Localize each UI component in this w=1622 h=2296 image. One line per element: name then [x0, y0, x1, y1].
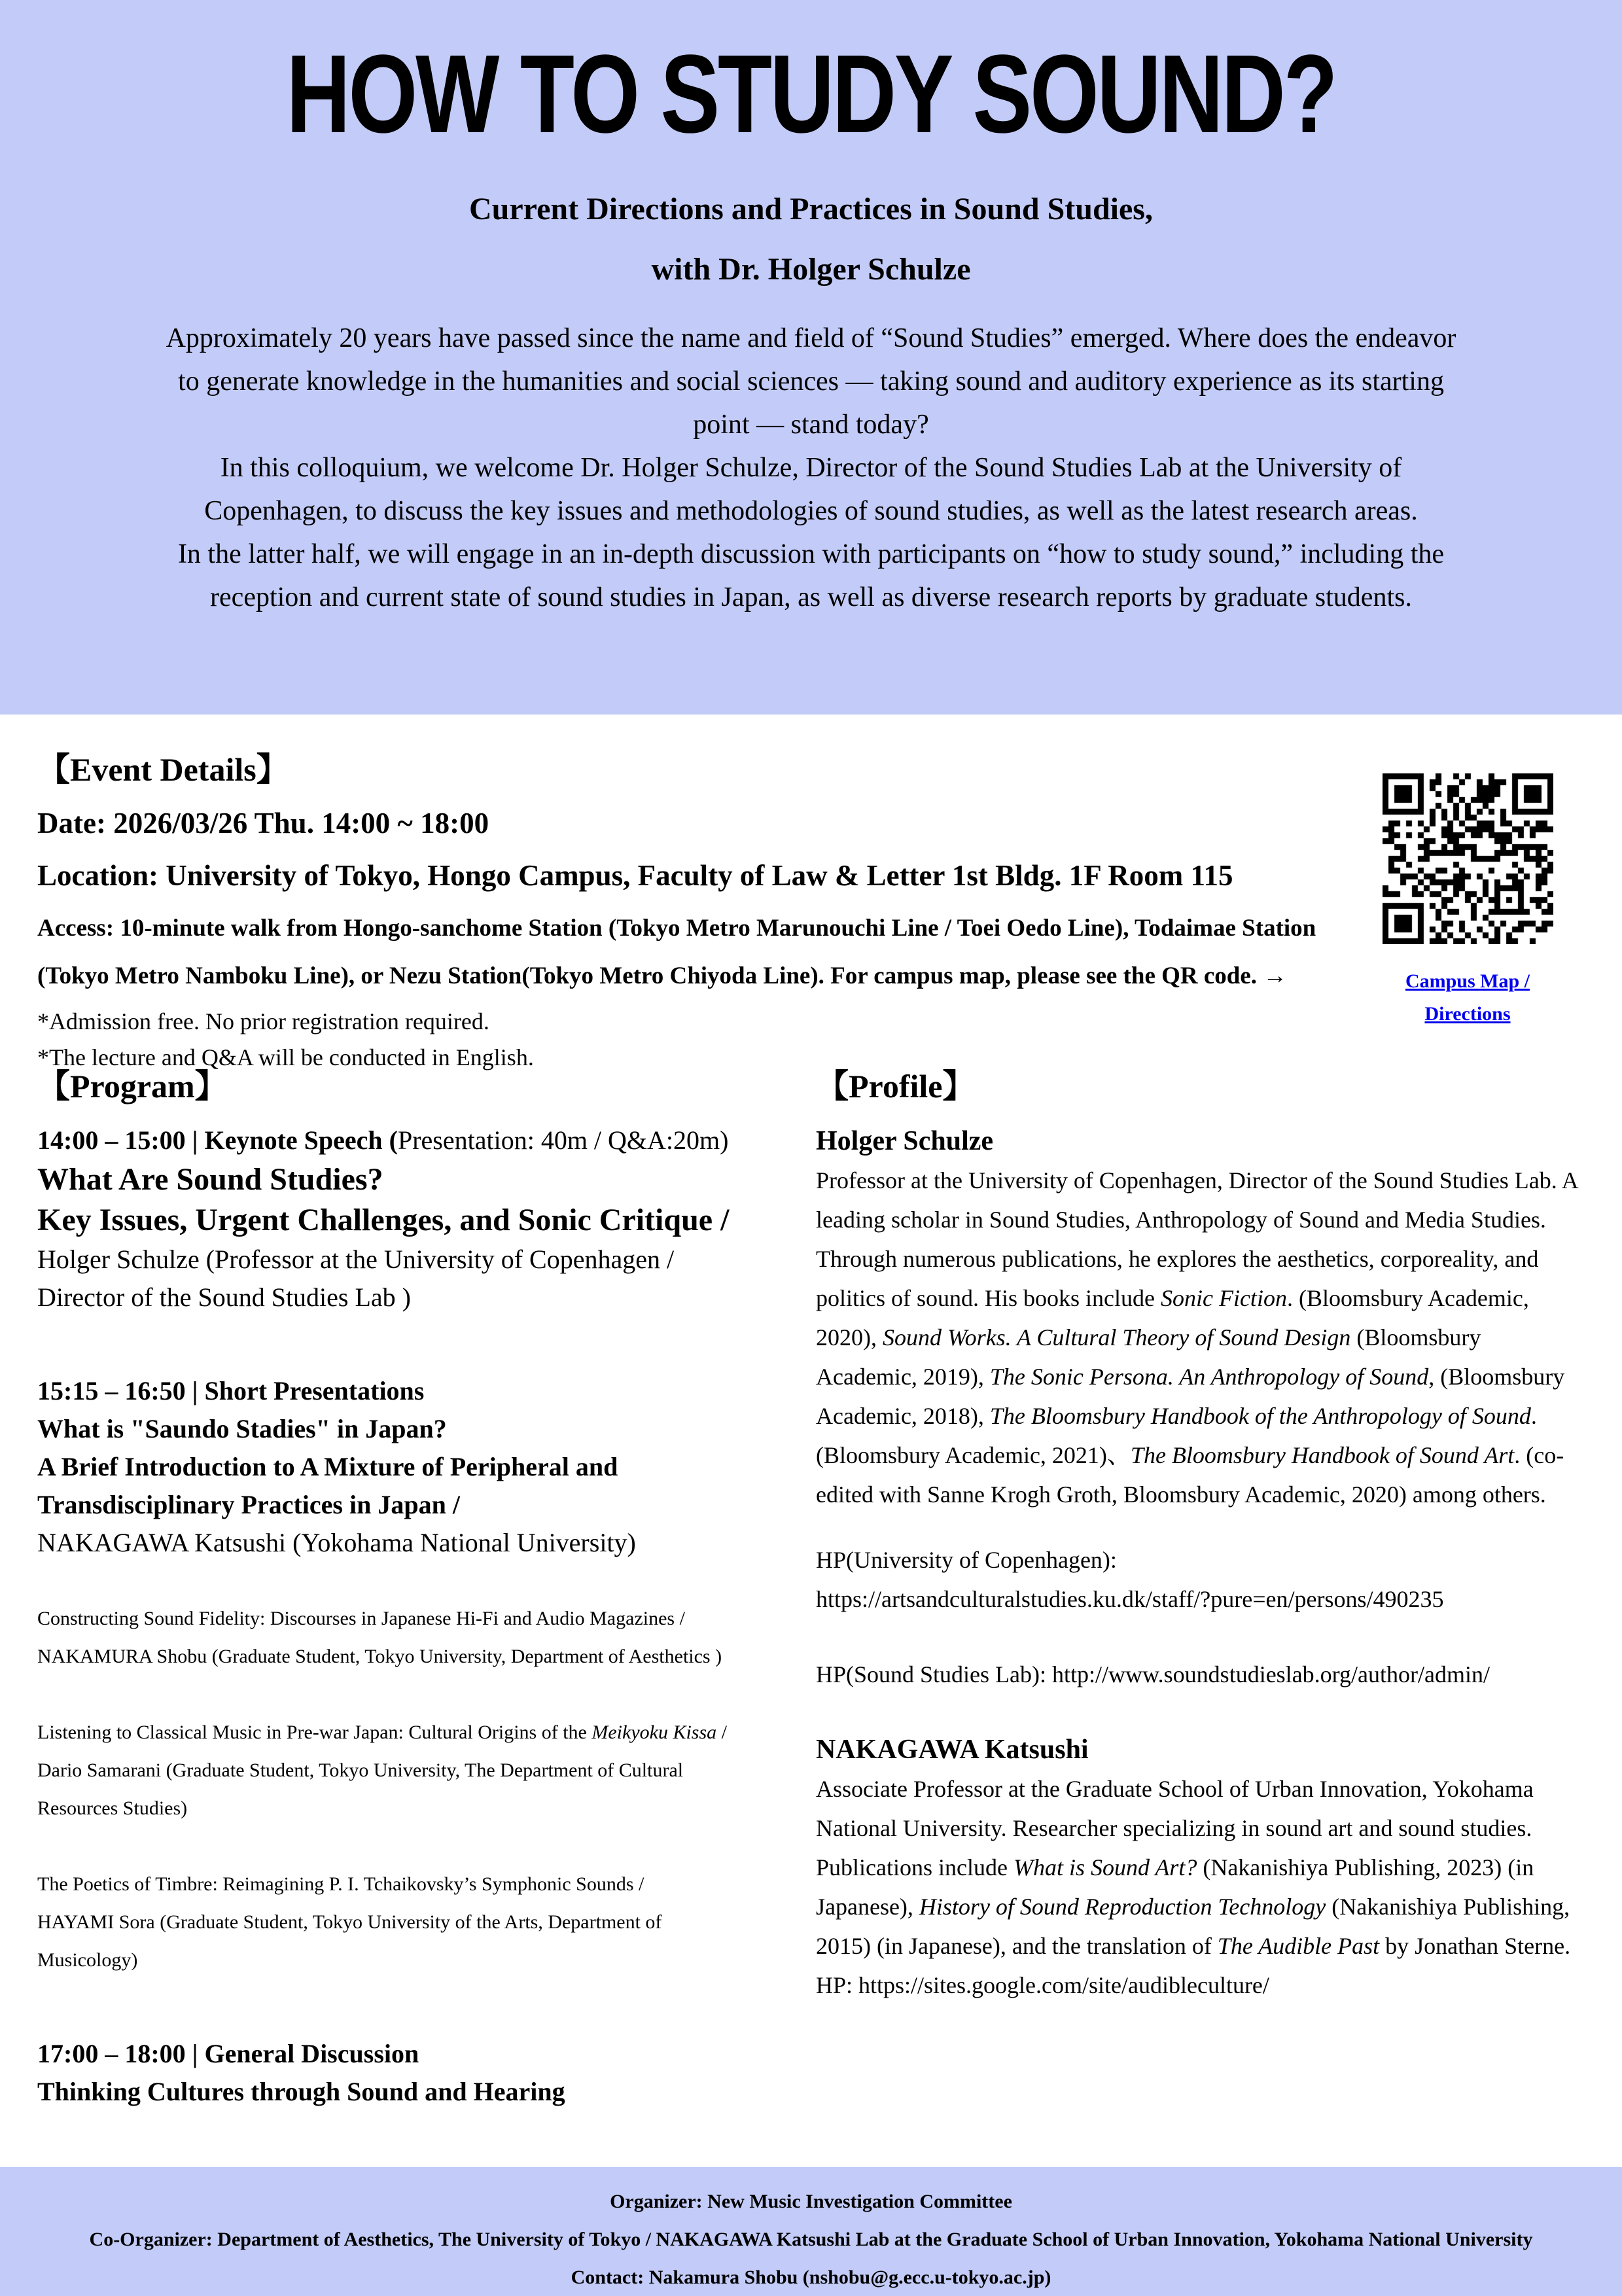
text-line — [0, 179, 1622, 239]
profile-heading: 【Profile】 — [816, 1068, 976, 1104]
text-segment: . (co-edited with Sanne Krogh Groth, Bloomsbury Academic, 2020) among others. — [816, 1442, 1564, 1508]
text-line — [0, 446, 1622, 489]
text-segment: HAYAMI Sora (Graduate Student, Tokyo University of the Arts, Department of — [37, 1911, 662, 1933]
text-line — [37, 1241, 800, 1279]
text-segment: / — [716, 1722, 727, 1743]
text-segment: Holger Schulze (Professor at the University of Copenhagen / — [37, 1245, 675, 1274]
text-segment: What is "Saundo Stadies" in Japan? — [37, 1414, 447, 1443]
event-location: Location: University of Tokyo, Hongo Campus, Faculty of Law & Letter 1st Bldg. 1F Room 115 — [37, 859, 1233, 892]
event-notes — [37, 1004, 1585, 1076]
text-segment: In the latter half, we will engage in an in-depth discussion with participants on “how to study sound,” including the — [177, 539, 1445, 569]
text-segment: . (Bloomsbury Academic, 2020), — [816, 1285, 1529, 1351]
text-segment: The Bloomsbury Handbook of Sound Art — [1130, 1442, 1515, 1468]
text-segment: by Jonathan Sterne. — [1379, 1933, 1571, 1959]
text-line — [0, 533, 1622, 576]
text-line — [816, 1540, 1585, 1580]
text-segment: , (Bloomsbury Academic, 2018), — [816, 1364, 1565, 1429]
text-line — [0, 403, 1622, 446]
text-segment: NAKAGAWA Katsushi (Yokohama National University) — [37, 1528, 636, 1557]
text-segment: .(Bloomsbury Academic, 2021)、 — [816, 1403, 1537, 1468]
text-segment: The Audible Past — [1217, 1933, 1380, 1959]
text-segment: Constructing Sound Fidelity: Discourses in Japanese Hi-Fi and Audio Magazines / — [37, 1608, 685, 1629]
text-line — [0, 2183, 1622, 2221]
text-segment: Musicology) — [37, 1949, 138, 1971]
qr-block — [1378, 773, 1557, 1031]
text-segment: The Sonic Persona. An Anthropology of Sound — [989, 1364, 1429, 1390]
main-columns — [37, 1067, 1585, 2111]
text-segment: Professor at the University of Copenhagen, Director of the Sound Studies Lab. A leading scholar in Sound Studies, Anthropology of Sound and Media Studies. Through numerous publications, he explores the aesthetics, corporeality, and politics of sound. His books include — [816, 1167, 1578, 1311]
text-segment: with Dr. Holger Schulze — [651, 252, 971, 287]
text-line — [816, 1580, 1585, 1619]
text-segment: (Bloomsbury Academic, 2019), — [816, 1324, 1481, 1390]
text-line — [37, 1122, 800, 1159]
text-line — [0, 239, 1622, 300]
text-segment: to generate knowledge in the humanities and social sciences — taking sound and auditory experience as its starting — [178, 366, 1444, 397]
text-line — [37, 1004, 1585, 1040]
text-line — [37, 1448, 800, 1486]
text-segment[interactable]: Directions — [1424, 1003, 1511, 1025]
text-segment: 15:15 – 16:50 | Short Presentations — [37, 1376, 425, 1405]
text-line[interactable] — [1378, 965, 1557, 998]
event-access — [37, 904, 1585, 1000]
qr-code-icon — [1383, 773, 1553, 944]
text-line — [37, 1600, 800, 1638]
intro-paragraph — [0, 317, 1622, 619]
subtitle — [0, 179, 1622, 300]
text-line — [0, 489, 1622, 533]
text-line — [37, 1865, 800, 1903]
text-segment[interactable]: Campus Map / — [1405, 970, 1530, 992]
footer — [0, 2167, 1622, 2296]
text-line — [37, 1941, 800, 1979]
text-line — [37, 1486, 800, 1524]
text-line — [37, 2073, 800, 2111]
text-line — [0, 2221, 1622, 2259]
event-date: Date: 2026/03/26 Thu. 14:00 ~ 18:00 — [37, 807, 489, 839]
text-segment: Approximately 20 years have passed since the name and field of “Sound Studies” emerged. Where does the endeavor — [166, 323, 1456, 353]
text-line — [0, 576, 1622, 619]
profile-bio-schulze — [816, 1161, 1585, 1514]
text-segment: Current Directions and Practices in Sound Studies, — [469, 192, 1153, 226]
text-segment: (Tokyo Metro Namboku Line), or Nezu Station(Tokyo Metro Chiyoda Line). For campus map, please see the QR code. → — [37, 963, 1288, 989]
text-segment: Access: 10-minute walk from Hongo-sanchome Station (Tokyo Metro Marunouchi Line / Toei Oedo Line), Todaimae Station — [37, 915, 1316, 942]
text-segment: (Nakanishiya Publishing, 2015) (in Japanese), and the translation of — [816, 1894, 1570, 1959]
text-segment: *The lecture and Q&A will be conducted in English. — [37, 1044, 534, 1070]
text-segment: Sound Works. A Cultural Theory of Sound Design — [883, 1324, 1351, 1351]
text-segment: The Bloomsbury Handbook of the Anthropology of Sound — [989, 1403, 1531, 1429]
text-segment: NAKAMURA Shobu (Graduate Student, Tokyo University, Department of Aesthetics ) — [37, 1646, 722, 1667]
text-segment: point — stand today? — [693, 410, 929, 440]
text-segment: https://artsandculturalstudies.ku.dk/staff/?pure=en/persons/490235 — [816, 1586, 1444, 1612]
text-segment: reception and current state of sound studies in Japan, as well as diverse research reports by graduate students. — [210, 582, 1412, 612]
text-segment: 17:00 – 18:00 | General Discussion — [37, 2039, 419, 2068]
text-segment: Co-Organizer: Department of Aesthetics, The University of Tokyo / NAKAGAWA Katsushi Lab at the Graduate School of Urban Innovation, Yokohama National University — [89, 2229, 1533, 2250]
text-segment: Transdisciplinary Practices in Japan / — [37, 1490, 460, 1519]
text-segment: Copenhagen, to discuss the key issues and methodologies of sound studies, as well as the latest research areas. — [204, 496, 1418, 526]
program-heading: 【Program】 — [37, 1068, 228, 1104]
text-line — [0, 360, 1622, 403]
text-line — [37, 1903, 800, 1941]
text-segment: HP(University of Copenhagen): — [816, 1547, 1117, 1573]
text-segment: Sonic Fiction — [1160, 1285, 1287, 1311]
text-segment: Key Issues, Urgent Challenges, and Sonic Critique / — [37, 1203, 730, 1237]
text-segment: Thinking Cultures through Sound and Hearing — [37, 2077, 565, 2106]
hp-nakagawa: HP: https://sites.google.com/site/audibleculture/ — [816, 1972, 1269, 1998]
text-line — [37, 2035, 800, 2073]
text-segment: Resources Studies) — [37, 1797, 188, 1819]
text-segment: Director of the Sound Studies Lab ) — [37, 1282, 411, 1312]
text-line — [0, 2259, 1622, 2296]
profile-bio-nakagawa — [816, 1769, 1585, 1966]
text-segment: Contact: Nakamura Shobu (nshobu@g.ecc.u-tokyo.ac.jp) — [571, 2267, 1051, 2288]
text-segment: A Brief Introduction to A Mixture of Peripheral and — [37, 1452, 618, 1481]
text-segment: (Nakanishiya Publishing, 2023) (in Japanese), — [816, 1854, 1534, 1920]
text-line — [0, 317, 1622, 360]
page-title: HOW TO STUDY SOUND? — [286, 32, 1336, 156]
text-segment: Presentation: 40m / Q&A:20m) — [397, 1125, 729, 1155]
text-segment: Listening to Classical Music in Pre-war Japan: Cultural Origins of the — [37, 1722, 592, 1743]
text-line — [37, 1752, 800, 1790]
text-segment: 14:00 – 15:00 | Keynote Speech ( — [37, 1125, 398, 1155]
campus-map-link[interactable] — [1378, 965, 1557, 1031]
text-line — [37, 1372, 800, 1410]
hp-sound-studies-lab: HP(Sound Studies Lab): http://www.soundstudieslab.org/author/admin/ — [816, 1661, 1490, 1687]
text-line — [37, 1410, 800, 1448]
text-line — [37, 904, 1585, 952]
text-line — [37, 1714, 800, 1752]
program-lines — [37, 1122, 800, 2111]
program-section — [37, 1067, 800, 2111]
text-segment: What is Sound Art? — [1013, 1854, 1197, 1881]
profile-name-nakagawa: NAKAGAWA Katsushi — [816, 1735, 1089, 1765]
text-line — [37, 1279, 800, 1316]
text-segment: Meikyoku Kissa — [591, 1722, 717, 1743]
text-segment: Associate Professor at the Graduate School of Urban Innovation, Yokohama National University. Researcher specializing in sound art and sound studies. Publications include — [816, 1776, 1534, 1881]
text-line — [37, 1159, 800, 1200]
text-line — [37, 1200, 800, 1241]
profile-name-schulze: Holger Schulze — [816, 1126, 994, 1156]
text-line — [37, 952, 1585, 1000]
text-segment: What Are Sound Studies? — [37, 1162, 383, 1197]
event-details-heading: 【Event Details】 — [37, 751, 289, 788]
text-segment: Organizer: New Music Investigation Committee — [610, 2191, 1012, 2212]
text-line — [37, 1790, 800, 1828]
text-segment: *Admission free. No prior registration required. — [37, 1008, 489, 1034]
text-line — [37, 1638, 800, 1676]
hp-copenhagen — [816, 1540, 1585, 1619]
profile-section — [816, 1067, 1585, 2005]
text-segment: In this colloquium, we welcome Dr. Holger Schulze, Director of the Sound Studies Lab at the University of — [220, 453, 1402, 483]
text-segment: History of Sound Reproduction Technology — [919, 1894, 1326, 1920]
text-segment: Dario Samarani (Graduate Student, Tokyo University, The Department of Cultural — [37, 1759, 684, 1781]
text-line — [37, 1524, 800, 1562]
text-line[interactable] — [1378, 998, 1557, 1031]
hero-section — [0, 0, 1622, 715]
text-segment: The Poetics of Timbre: Reimagining P. I. Tchaikovsky’s Symphonic Sounds / — [37, 1873, 644, 1895]
